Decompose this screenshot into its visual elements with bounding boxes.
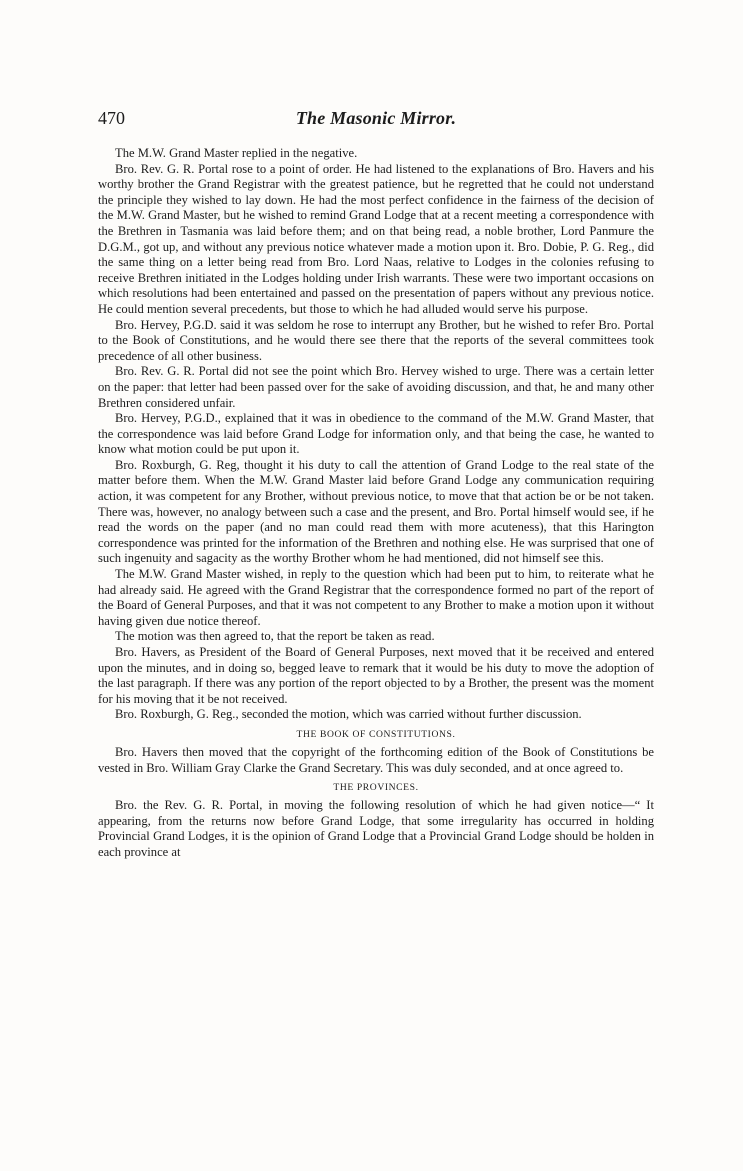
body-text <box>98 146 654 861</box>
paragraph: Bro. Rev. G. R. Portal rose to a point of order. He had listened to the explanations of Bro. Havers and his worthy brother the Grand Registrar with the greatest patience, but he regretted that he could not understand the principle they wished to lay down. He had the most perfect confidence in the fairness of the decision of the M.W. Grand Master, but he wished to remind Grand Lodge that at a recent meeting a correspondence with the Brethren in Tasmania was laid before them; and on that being read, a noble brother, Lord Panmure the D.G.M., got up, and without any previous notice whatever made a motion upon it. Bro. Dobie, P. G. Reg., did the same thing on a letter being read from Bro. Lord Naas, relative to Lodges in the colonies refusing to receive Brethren initiated in the Lodges holding under Irish warrants. These were two important occasions on which resolutions had been entertained and passed on the presentation of papers without any previous notice. He could mention several precedents, but those to which he had alluded would serve his purpose. <box>98 161 654 316</box>
running-title: The Masonic Mirror. <box>295 108 457 128</box>
paragraph: Bro. Havers then moved that the copyright of the forthcoming edition of the Book of Constitutions be vested in Bro. William Gray Clarke the Grand Secretary. This was duly seconded, and at once agreed to. <box>98 744 654 775</box>
paragraph: Bro. the Rev. G. R. Portal, in moving the following resolution of which he had given notice—“ It appearing, from the returns now before Grand Lodge, that some irregularity has occurred in holding Provincial Grand Lodges, it is the opinion of Grand Lodge that a Provincial Grand Lodge should be holden in each province at <box>98 798 654 859</box>
paragraph: Bro. Rev. G. R. Portal did not see the point which Bro. Hervey wished to urge. There was a certain letter on the paper: that letter had been passed over for the sake of avoiding discussion, and that, he and many other Brethren considered unfair. <box>98 364 654 410</box>
document-page <box>98 104 654 861</box>
section-heading-provinces: THE PROVINCES. <box>333 782 419 794</box>
section-heading-book-of-constitutions: THE BOOK OF CONSTITUTIONS. <box>296 728 456 740</box>
paragraph: The motion was then agreed to, that the report be taken as read. <box>115 629 435 644</box>
paragraph: Bro. Roxburgh, G. Reg, thought it his duty to call the attention of Grand Lodge to the real state of the matter before them. When the M.W. Grand Master laid before Grand Lodge any communication requiring action, it was competent for any Brother, without previous notice, to move that that action be or be not taken. There was, however, no analogy between such a case and the present, and Bro. Portal himself would see, if he read the words on the paper (and no man could read them with more acuteness), that this Harington correspondence was printed for the information of the Brethren and nothing else. He was surprised that one of such ingenuity and sagacity as the worthy Brother whom he had mentioned, did not himself see this. <box>98 457 654 566</box>
paragraph: Bro. Hervey, P.G.D. said it was seldom he rose to interrupt any Brother, but he wished to refer Bro. Portal to the Book of Constitutions, and he would there see there that the reports of the several committees took precedence of all other business. <box>98 317 654 363</box>
paragraph: The M.W. Grand Master replied in the negative. <box>115 146 358 160</box>
paragraph: The M.W. Grand Master wished, in reply to the question which had been put to him, to reiterate what he had already said. He agreed with the Grand Registrar that the correspondence formed no part of the report of the Board of General Purposes, and that it was not competent to any Brother to make a motion upon it without having given due notice thereof. <box>98 567 654 628</box>
paragraph: Bro. Havers, as President of the Board of General Purposes, next moved that it be received and entered upon the minutes, and in doing so, begged leave to remark that it would be his duty to move the adoption of the last paragraph. If there was any portion of the report objected to by a Brother, the present was the moment for his moving that it be not received. <box>98 645 654 706</box>
paragraph: Bro. Roxburgh, G. Reg., seconded the motion, which was carried without further discussion. <box>115 707 582 722</box>
page-header <box>98 104 654 134</box>
page-number: 470 <box>98 108 125 128</box>
paragraph: Bro. Hervey, P.G.D., explained that it was in obedience to the command of the M.W. Grand Master, that the correspondence was laid before Grand Lodge for information only, and that being the case, he wanted to know what motion could be put upon it. <box>98 411 654 457</box>
